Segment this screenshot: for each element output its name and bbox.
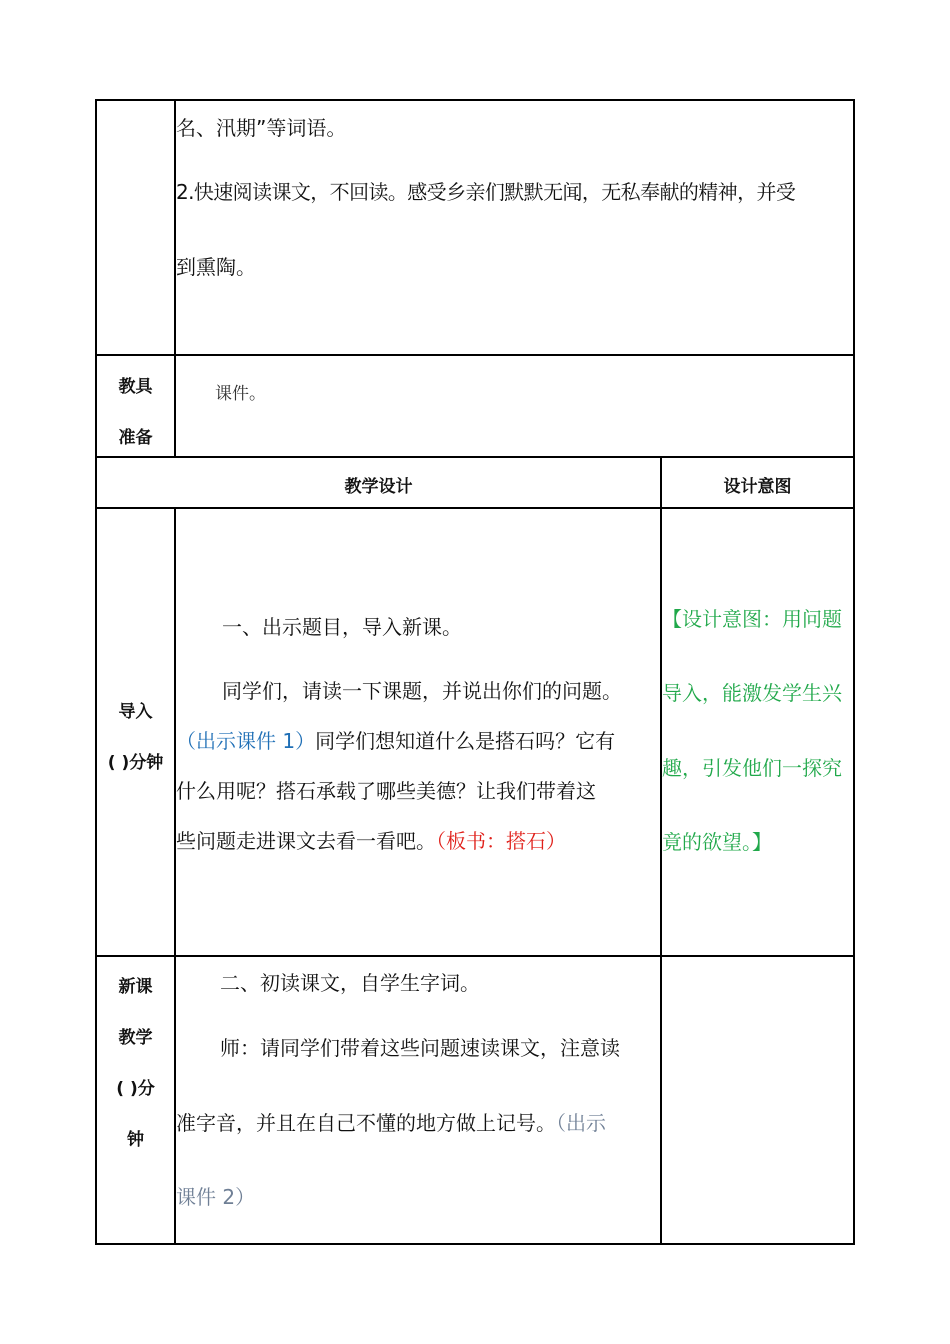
newlesson-label-line-1: 新课 <box>118 977 153 997</box>
blackboard-note: （板书：搭石） <box>436 829 566 853</box>
intro-intent-3: 趣，引发他们一探究 <box>662 756 842 780</box>
courseware-ref-2a: （出示 <box>556 1111 606 1135</box>
tools-label-line-1: 教具 <box>118 377 153 397</box>
table-rule-1 <box>95 354 855 356</box>
table-border-bottom <box>95 1243 855 1245</box>
intro-intent-1: 【设计意图：用问题 <box>662 607 842 631</box>
newlesson-paragraph-2-text: 准字音，并且在自己不懂的地方做上记号。 <box>176 1111 556 1135</box>
table-rule-4 <box>95 955 855 957</box>
header-intent: 设计意图 <box>723 477 792 497</box>
intro-label-line-1: 导入 <box>118 702 153 722</box>
newlesson-label <box>97 972 174 1150</box>
newlesson-label-line-2: 教学 <box>118 1028 153 1048</box>
newlesson-paragraph-2 <box>176 1111 606 1135</box>
intro-intent-4: 竟的欲望。】 <box>662 830 772 854</box>
table-rule-2 <box>95 456 855 458</box>
courseware-ref-1: （出示课件 1） <box>176 729 316 753</box>
newlesson-paragraph-1: 师：请同学们带着这些问题速读课文，注意读 <box>220 1036 620 1060</box>
intro-paragraph-2-text: 同学们想知道什么是搭石吗？它有 <box>315 729 616 753</box>
intro-intent-2: 导入，能激发学生兴 <box>662 681 842 705</box>
newlesson-label-line-4: 钟 <box>127 1130 144 1150</box>
intro-paragraph-4-text: 些问题走进课文去看一看吧。 <box>176 829 436 853</box>
intro-paragraph-4 <box>176 829 566 853</box>
intro-label-line-2: ( )分钟 <box>107 753 164 773</box>
intro-paragraph-2 <box>176 729 615 753</box>
tools-label-line-2: 准备 <box>118 428 153 448</box>
tools-content: 课件。 <box>215 384 266 404</box>
goals-line-2: 2.快速阅读课文，不回读。感受乡亲们默默无闻，无私奉献的精神，并受 <box>176 180 796 204</box>
newlesson-heading: 二、初读课文，自学生字词。 <box>220 971 480 995</box>
intro-paragraph-3: 什么用呢？搭石承载了哪些美德？让我们带着这 <box>176 779 596 803</box>
goals-line-1: 名、汛期”等词语。 <box>176 116 347 140</box>
newlesson-label-line-3: ( )分 <box>116 1079 155 1099</box>
goals-line-3: 到熏陶。 <box>176 255 256 279</box>
header-design: 教学设计 <box>344 477 413 497</box>
table-border-right <box>853 99 855 1245</box>
table-rule-3 <box>95 507 855 509</box>
intro-label <box>97 697 174 773</box>
tools-label <box>97 372 174 448</box>
intro-heading: 一、出示题目，导入新课。 <box>222 615 462 639</box>
newlesson-paragraph-3: 课件 2） <box>176 1185 256 1209</box>
intro-paragraph-1: 同学们，请读一下课题，并说出你们的问题。 <box>222 679 622 703</box>
table-border-top <box>95 99 855 101</box>
